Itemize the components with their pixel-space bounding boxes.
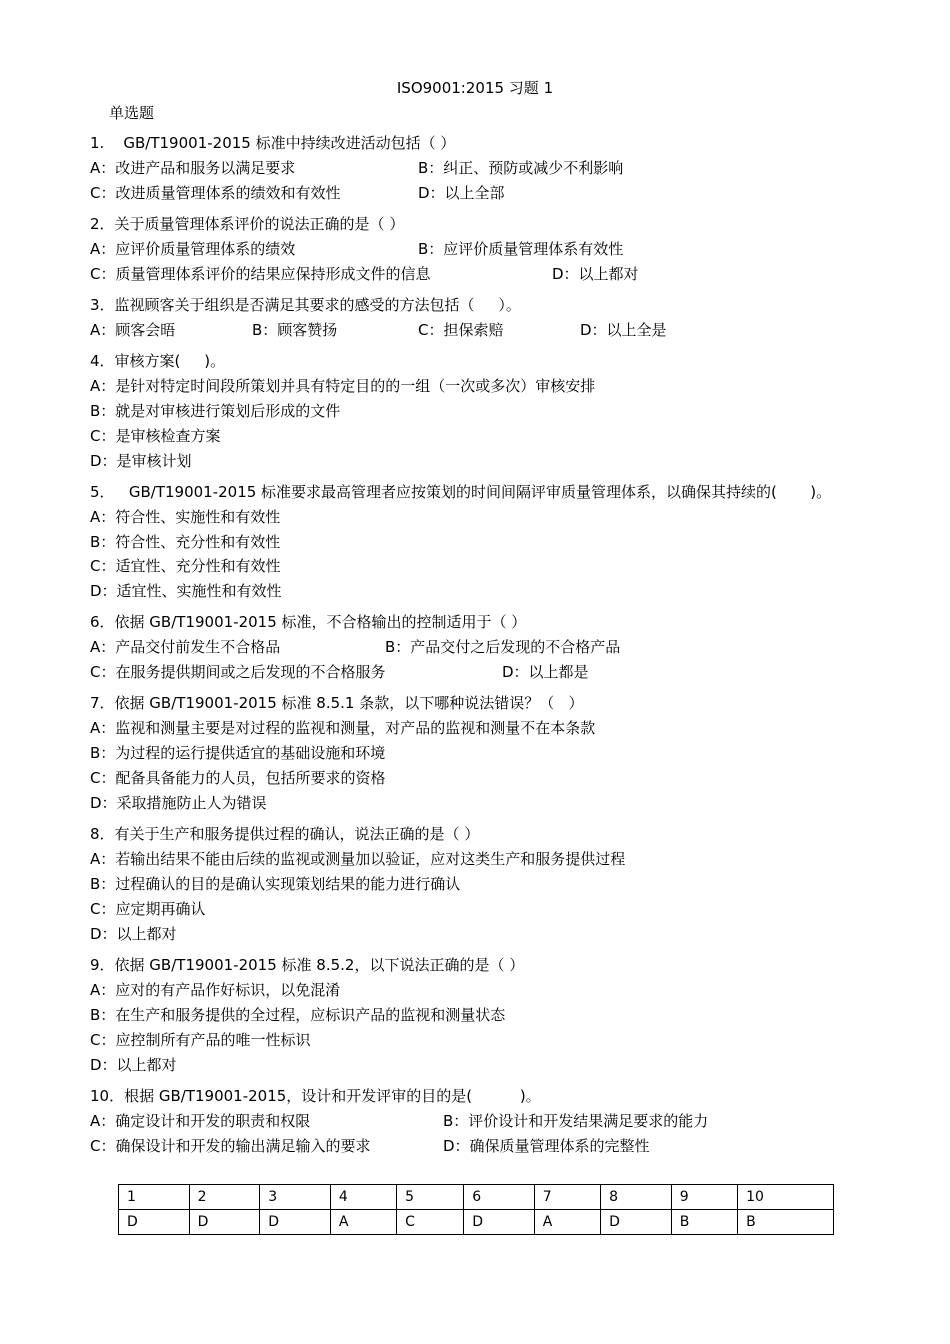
page-title: ISO9001:2015 习题 1 [396, 79, 554, 97]
q4-option-a: A：是针对特定时间段所策划并具有特定目的的一组（一次或多次）审核安排 [90, 377, 596, 395]
answer-key-cell: D [260, 1210, 331, 1235]
q8-option-c: C：应定期再确认 [90, 900, 206, 918]
q3-option-d: D：以上全是 [580, 321, 667, 339]
q2-option-c: C：质量管理体系评价的结果应保持形成文件的信息 [90, 265, 431, 283]
answer-number-cell: 7 [534, 1185, 600, 1210]
answer-table [118, 1184, 834, 1235]
q6-option-c: C：在服务提供期间或之后发现的不合格服务 [90, 663, 386, 681]
q5-option-c: C：适宜性、充分性和有效性 [90, 557, 281, 575]
answer-key-cell: B [671, 1210, 737, 1235]
q3-option-b: B：顾客赞扬 [252, 321, 338, 339]
answer-key-cell: A [330, 1210, 396, 1235]
answer-number-cell: 2 [189, 1185, 260, 1210]
answer-key-cell: D [601, 1210, 672, 1235]
q3-option-a: A：顾客会晤 [90, 321, 176, 339]
q10-option-b: B：评价设计和开发结果满足要求的能力 [443, 1112, 709, 1130]
answer-key-cell: C [397, 1210, 464, 1235]
q7-option-a: A：监视和测量主要是对过程的监视和测量，对产品的监视和测量不在本条款 [90, 719, 596, 737]
q2-option-b: B：应评价质量管理体系有效性 [418, 240, 624, 258]
q7-option-c: C：配备具备能力的人员，包括所要求的资格 [90, 769, 386, 787]
question-4: 4．审核方案( )。 [90, 352, 226, 370]
answer-key-cell: D [189, 1210, 260, 1235]
q5-option-b: B：符合性、充分性和有效性 [90, 533, 281, 551]
question-6: 6．依据 GB/T19001-2015 标准，不合格输出的控制适用于（ ） [90, 613, 527, 631]
q6-option-b: B：产品交付之后发现的不合格产品 [385, 638, 621, 656]
question-1: 1. GB/T19001-2015 标准中持续改进活动包括（ ） [90, 134, 456, 152]
q9-option-a: A：应对的有产品作好标识，以免混淆 [90, 981, 341, 999]
q9-option-b: B：在生产和服务提供的全过程，应标识产品的监视和测量状态 [90, 1006, 506, 1024]
q4-option-d: D：是审核计划 [90, 452, 192, 470]
answer-number-cell: 3 [260, 1185, 331, 1210]
answer-key-cell: A [534, 1210, 600, 1235]
q4-option-b: B：就是对审核进行策划后形成的文件 [90, 402, 341, 420]
q8-option-a: A：若输出结果不能由后续的监视或测量加以验证，应对这类生产和服务提供过程 [90, 850, 626, 868]
q1-option-d: D：以上全部 [418, 184, 505, 202]
q6-option-a: A：产品交付前发生不合格品 [90, 638, 281, 656]
q7-option-b: B：为过程的运行提供适宜的基础设施和环境 [90, 744, 386, 762]
q6-option-d: D：以上都是 [502, 663, 589, 681]
q1-option-b: B：纠正、预防或减少不利影响 [418, 159, 624, 177]
q10-option-c: C：确保设计和开发的输出满足输入的要求 [90, 1137, 371, 1155]
q2-option-d: D：以上都对 [552, 265, 639, 283]
q3-option-c: C：担保索赔 [418, 321, 504, 339]
q5-option-a: A：符合性、实施性和有效性 [90, 508, 281, 526]
q1-option-c: C：改进质量管理体系的绩效和有效性 [90, 184, 341, 202]
question-9: 9．依据 GB/T19001-2015 标准 8.5.2，以下说法正确的是（ ） [90, 956, 525, 974]
q10-option-a: A：确定设计和开发的职责和权限 [90, 1112, 311, 1130]
answer-number-cell: 1 [119, 1185, 190, 1210]
answer-number-cell: 9 [671, 1185, 737, 1210]
q7-option-d: D：采取措施防止人为错误 [90, 794, 267, 812]
answer-number-cell: 8 [601, 1185, 672, 1210]
q10-option-d: D：确保质量管理体系的完整性 [443, 1137, 650, 1155]
answer-key-row [119, 1210, 834, 1235]
answer-number-cell: 5 [397, 1185, 464, 1210]
question-10: 10．根据 GB/T19001-2015，设计和开发评审的目的是( )。 [90, 1087, 541, 1105]
question-7: 7．依据 GB/T19001-2015 标准 8.5.1 条款，以下哪种说法错误？（ ） [90, 694, 584, 712]
q5-option-d: D：适宜性、实施性和有效性 [90, 582, 282, 600]
answer-key-cell: D [464, 1210, 535, 1235]
answer-number-row [119, 1185, 834, 1210]
q8-option-b: B：过程确认的目的是确认实现策划结果的能力进行确认 [90, 875, 461, 893]
question-3: 3．监视顾客关于组织是否满足其要求的感受的方法包括（ ）。 [90, 296, 521, 314]
q8-option-d: D：以上都对 [90, 925, 177, 943]
question-2: 2．关于质量管理体系评价的说法正确的是（ ） [90, 215, 405, 233]
answer-key-cell: D [119, 1210, 190, 1235]
answer-number-cell: 6 [464, 1185, 535, 1210]
question-5: 5． GB/T19001-2015 标准要求最高管理者应按策划的时间间隔评审质量管理体系，以确保其持续的( )。 [90, 483, 832, 501]
question-8: 8．有关于生产和服务提供过程的确认，说法正确的是（ ） [90, 825, 480, 843]
q9-option-d: D：以上都对 [90, 1056, 177, 1074]
answer-key-cell: B [738, 1210, 834, 1235]
section-heading: 单选题 [109, 104, 155, 122]
q1-option-a: A：改进产品和服务以满足要求 [90, 159, 296, 177]
q4-option-c: C：是审核检查方案 [90, 427, 221, 445]
answer-number-cell: 4 [330, 1185, 396, 1210]
answer-number-cell: 10 [738, 1185, 834, 1210]
q9-option-c: C：应控制所有产品的唯一性标识 [90, 1031, 311, 1049]
q2-option-a: A：应评价质量管理体系的绩效 [90, 240, 296, 258]
